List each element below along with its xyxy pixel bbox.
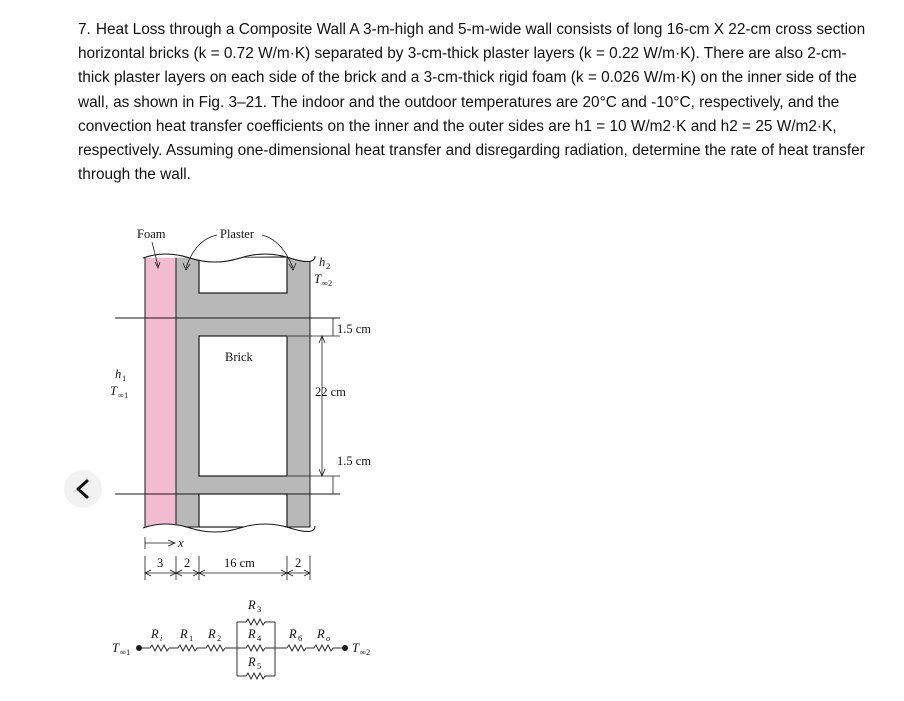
svg-text:i: i: [160, 633, 163, 643]
resistor-r1-label: R: [180, 627, 188, 641]
resistor-ro-label: R: [317, 627, 325, 641]
svg-text:∞1: ∞1: [120, 647, 131, 657]
dim-brick-label: 16 cm: [224, 556, 255, 570]
svg-text:∞1: ∞1: [118, 390, 129, 400]
t-inf1-label: T: [110, 384, 117, 398]
circuit-t-left: T: [112, 641, 119, 655]
resistor-ri-label: R: [151, 627, 159, 641]
h1-label: h: [115, 367, 122, 381]
brick-label: Brick: [225, 350, 253, 364]
circuit-t-right: T: [352, 641, 359, 655]
svg-text:2: 2: [217, 633, 222, 643]
svg-text:6: 6: [298, 633, 303, 643]
brick-bottom: [199, 494, 287, 527]
dim-plaster-in-label: 2: [184, 556, 191, 570]
resistor-r4-label: R: [248, 627, 256, 641]
dim-plaster-out-label: 2: [295, 556, 302, 570]
resistor-r5-label: R: [248, 655, 256, 669]
svg-text:4: 4: [257, 633, 262, 643]
resistor-r3-label: R: [248, 598, 256, 612]
svg-text:∞2: ∞2: [360, 647, 371, 657]
svg-text:3: 3: [257, 604, 262, 614]
svg-text:1: 1: [122, 373, 127, 383]
dim-bottom-label: 1.5 cm: [337, 454, 372, 468]
problem-number: 7.: [78, 21, 91, 38]
svg-text:2: 2: [326, 261, 331, 271]
dim-foam-label: 3: [157, 556, 164, 570]
h2-label: h: [319, 255, 326, 269]
dim-top-label: 1.5 cm: [337, 322, 372, 336]
problem-text: Heat Loss through a Composite Wall A 3-m-high and 5-m-wide wall consists of long 16-cm X 22-cm cross section horizontal bricks (k = 0.72 W/m·K) separated by 3-cm-thick plaster layers (k = 0.22 W/m·K). There are also 2-cm-thick plaster layers on each side of the brick and a 3-cm-thick rigid foam (k = 0.026 W/m·K) on the inner side of the wall, as shown in Fig. 3–21. The indoor and the outdoor temperatures are 20°C and -10°C, respectively, and the convection heat transfer coefficients on the inner and the outer sides are h1 = 10 W/m2·K and h2 = 25 W/m2·K, respectively. Assuming one-dimensional heat transfer and disregarding radiation, determine the rate of heat transfer through the wall.: [78, 21, 866, 184]
foam-layer: [145, 257, 176, 527]
resistor-r2-label: R: [208, 627, 216, 641]
resistance-network: [137, 619, 348, 679]
plaster-label: Plaster: [220, 227, 255, 241]
svg-text:o: o: [326, 633, 331, 643]
dim-mid-label: 22 cm: [315, 385, 346, 399]
foam-label: Foam: [137, 227, 166, 241]
x-axis-label: x: [178, 536, 184, 550]
svg-text:1: 1: [189, 633, 194, 643]
svg-text:5: 5: [257, 661, 262, 671]
resistor-r6-label: R: [289, 627, 297, 641]
t-inf2-label: T: [314, 272, 321, 286]
svg-text:∞2: ∞2: [322, 278, 333, 288]
